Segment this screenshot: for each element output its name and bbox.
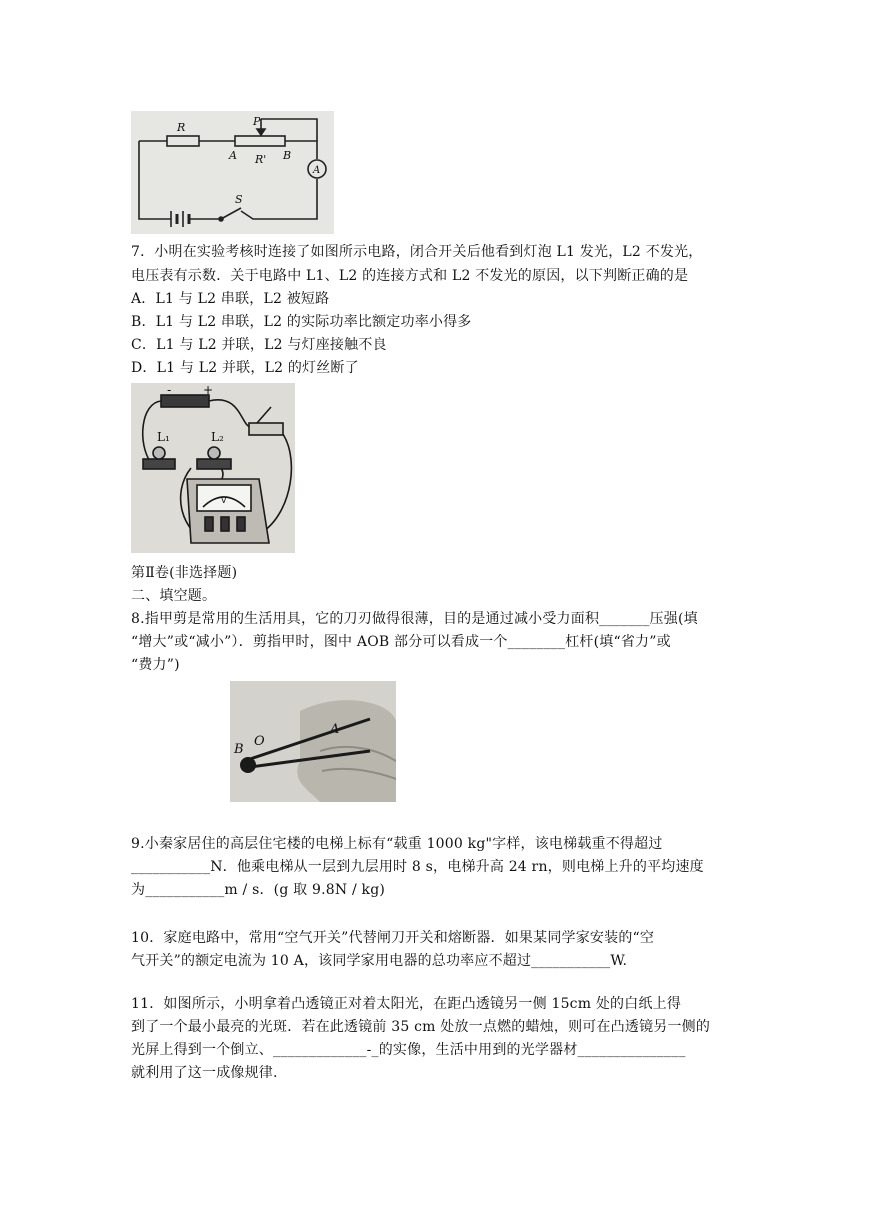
q8-line2: “增大”或“减小”）．剪指甲时，图中 AOB 部分可以看成一个________杠杆(填“省力”或 [131,634,671,650]
q7-option-d: D．L1 与 L2 并联，L2 的灯丝断了 [131,360,359,376]
q11-line2: 到了一个最小最亮的光斑．若在此透镜前 35 cm 处放一点燃的蜡烛，则可在凸透镜另一侧的 [131,1019,711,1035]
label-o: O [254,734,265,749]
label-switch: S [235,193,243,206]
resistor-r [167,136,199,146]
q9-line3: 为___________m / s．(g 取 9.8N / kg) [131,882,386,898]
q7-stem-line1: 7．小明在实验考核时连接了如图所示电路，闭合开关后他看到灯泡 L1 发光，L2 不发光， [131,244,703,260]
label-meter: V [221,496,227,505]
label-p: P [253,115,261,128]
q7-option-b: B．L1 与 L2 串联，L2 的实际功率比额定功率小得多 [131,314,472,330]
q11-line1: 11．如图所示，小明拿着凸透镜正对着太阳光，在距凸透镜另一侧 15cm 处的白纸上得 [131,996,682,1012]
q8-line3: “费力”) [131,657,180,673]
label-l2: L₂ [211,430,224,444]
q7-option-c: C．L1 与 L2 并联，L2 与灯座接触不良 [131,337,387,353]
q10-line1: 10．家庭电路中，常用“空气开关”代替闸刀开关和熔断器．如果某同学家安装的“空 [131,930,655,946]
q11-line4: 就利用了这一成像规律. [131,1065,278,1081]
label-b: B [283,149,292,162]
q10-line2: 气开关”的额定电流为 10 A，该同学家用电器的总功率应不超过___________W. [131,953,628,969]
q9-line2: ___________N．他乘电梯从一层到九层用时 8 s，电梯升高 24 rn，则电梯上升的平均速度 [131,859,704,875]
circuit-diagram [131,111,334,234]
circuit-photo [131,383,295,553]
circuit-photo-figure [131,383,295,553]
label-ammeter: A [313,165,321,176]
circuit-diagram-figure [131,111,334,234]
label-b: B [234,742,244,757]
label-minus: - [167,383,172,397]
q7-option-a: A．L1 与 L2 串联，L2 被短路 [131,291,330,307]
label-plus: + [203,383,214,397]
nail-clipper-figure [230,681,396,802]
label-r: R [177,121,186,134]
nail-clipper-photo [230,681,396,802]
q11-line3: 光屏上得到一个倒立、_____________-_的实像，生活中用到的光学器材_______________ [131,1042,686,1058]
label-r-prime: R' [255,153,267,166]
q8-line1: 8.指甲剪是常用的生活用具，它的刀刃做得很薄，目的是通过减小受力面积_______压强(填 [131,611,698,627]
label-l1: L₁ [157,430,170,444]
rheostat [235,136,285,146]
q9-line1: 9.小秦家居住的高层住宅楼的电梯上标有“载重 1000 kg"字样，该电梯载重不得超过 [131,836,663,852]
volume-title: 第Ⅱ卷(非选择题) [131,565,238,581]
label-a: A [330,722,340,737]
q7-stem-line2: 电压表有示数．关于电路中 L1、L2 的连接方式和 L2 不发光的原因，以下判断正确的是 [131,268,689,284]
label-a: A [229,149,237,162]
part-title: 二、填空题。 [131,588,217,604]
